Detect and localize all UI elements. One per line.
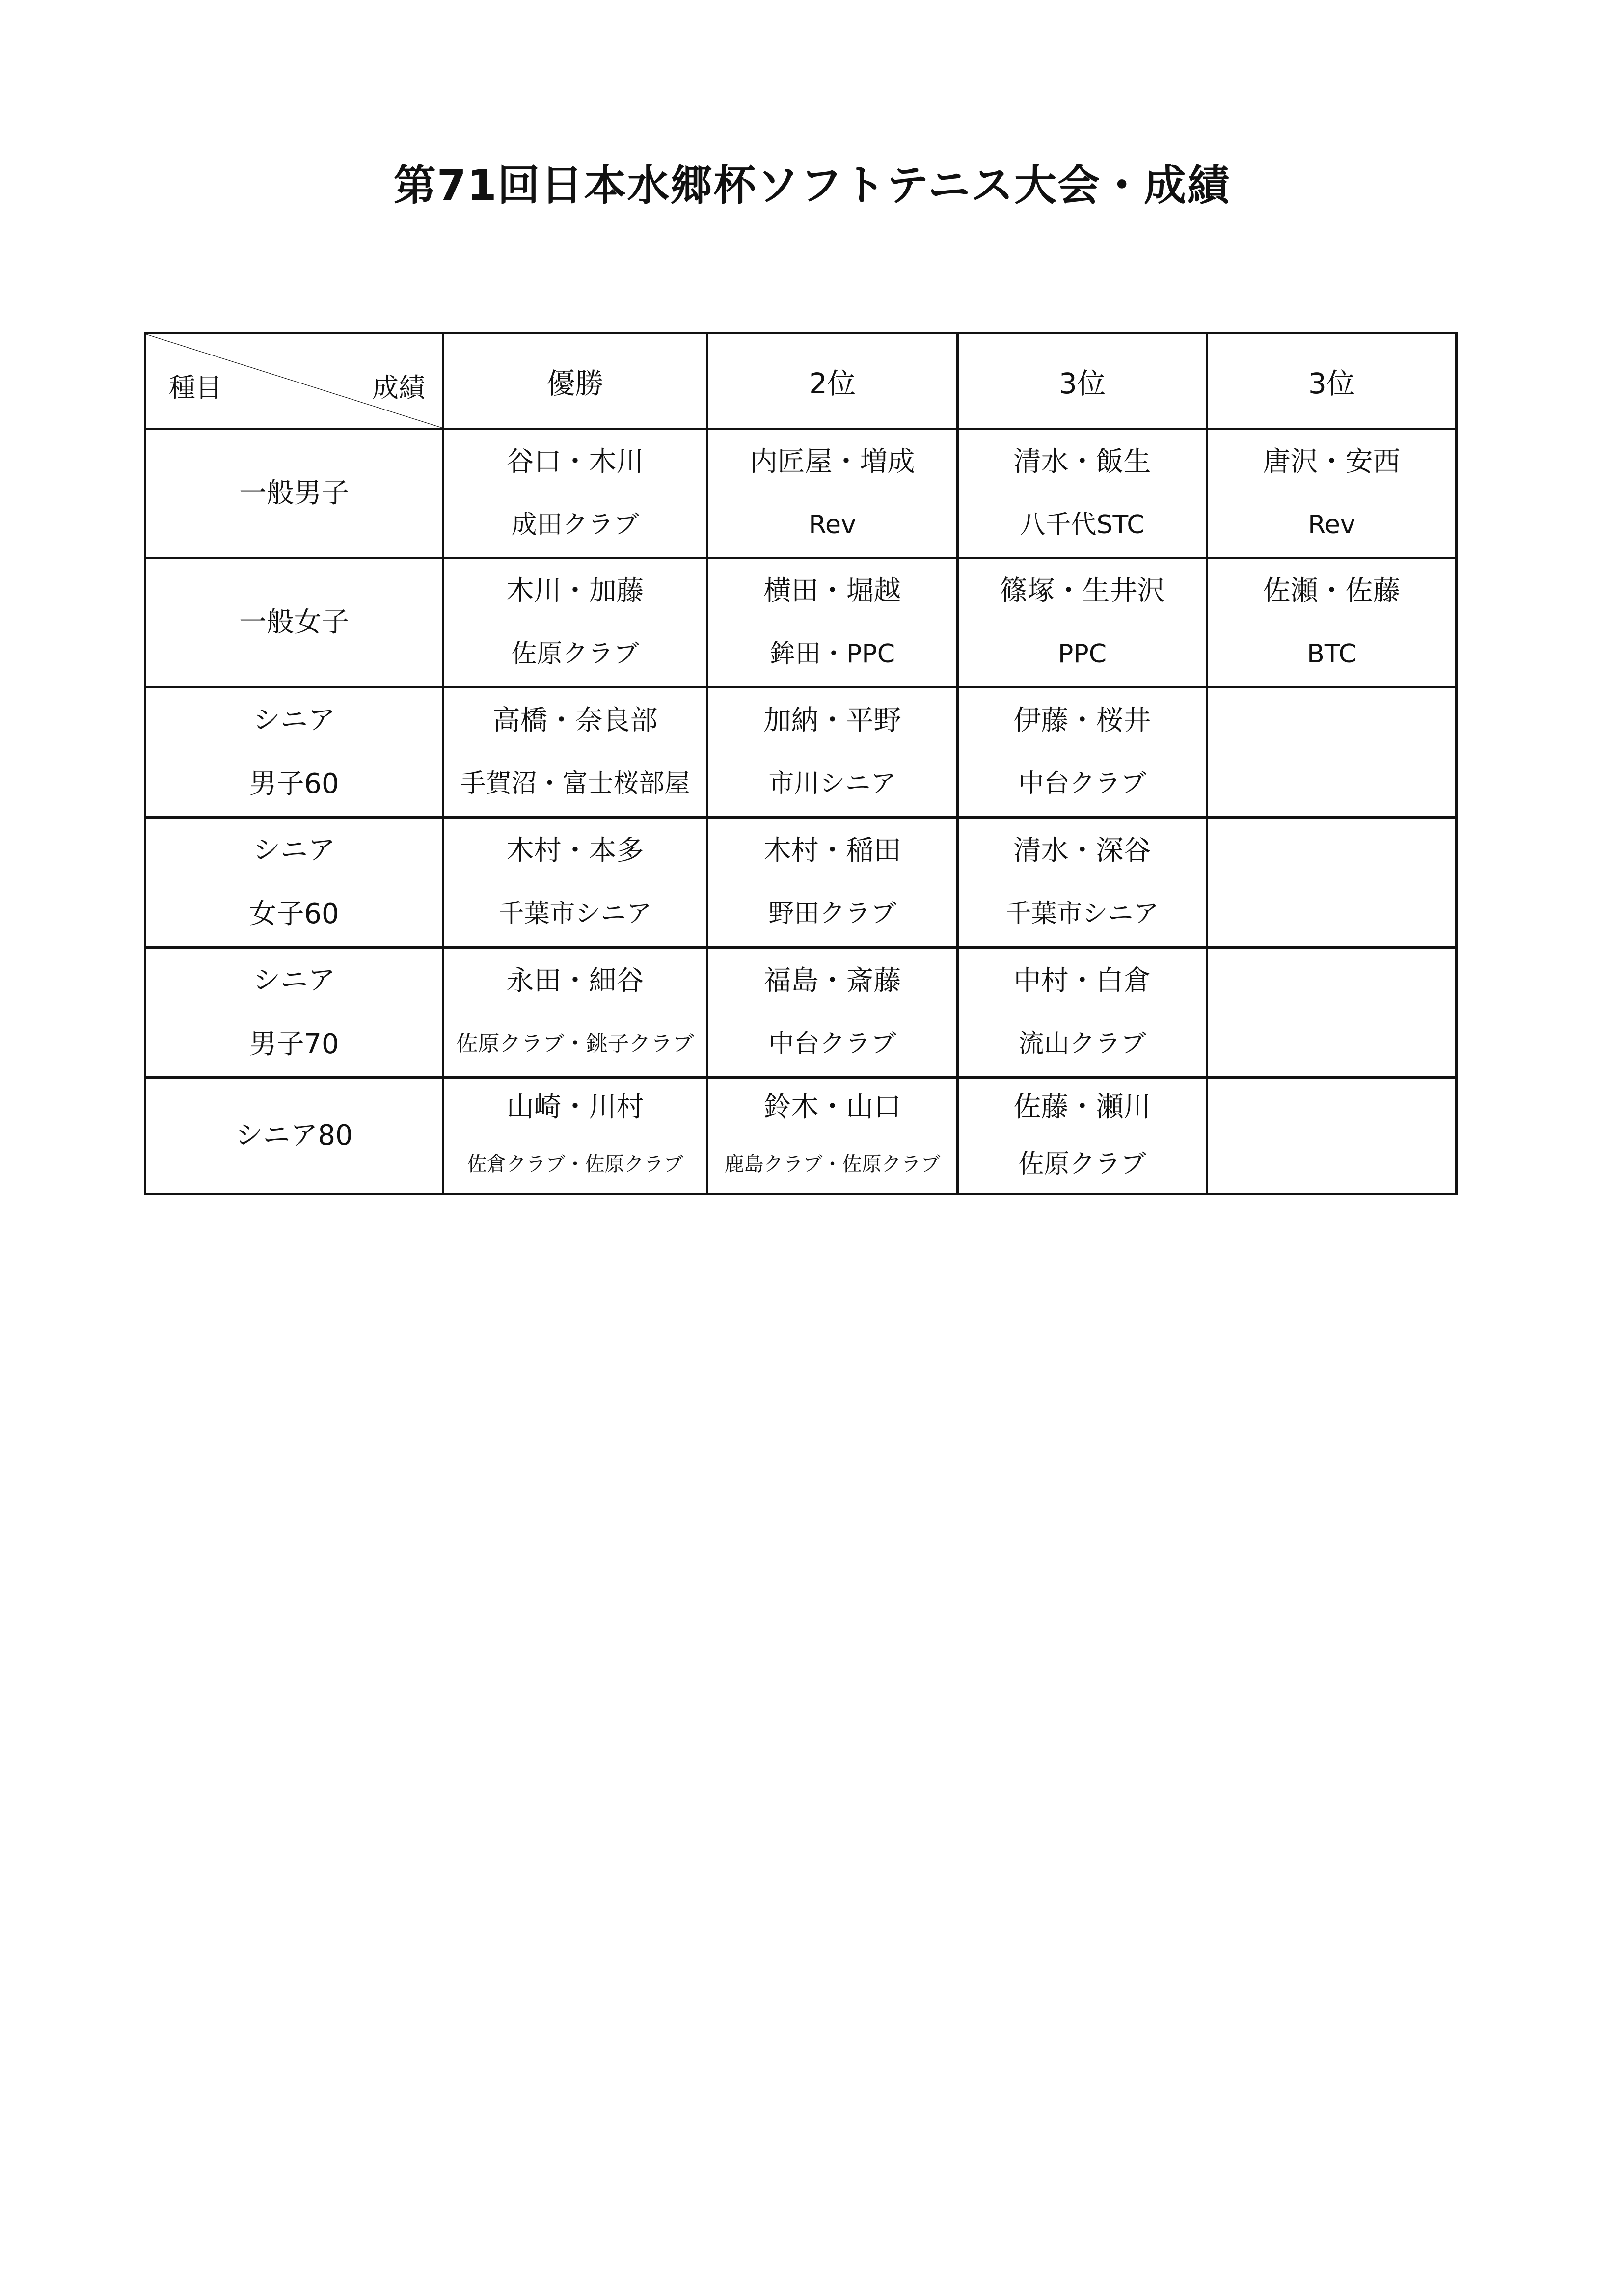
player-names: 木村・本多	[506, 835, 644, 867]
result-cell	[958, 818, 1207, 948]
club-name: 流山クラブ	[1018, 1029, 1146, 1059]
event-label: 一般女子	[239, 606, 349, 638]
player-names: 谷口・木川	[506, 446, 644, 478]
club-name: 鹿島クラブ・佐原クラブ	[724, 1153, 941, 1175]
result-cell	[958, 1078, 1207, 1194]
result-cell	[443, 687, 707, 818]
result-cell-empty	[1207, 948, 1457, 1078]
event-sublabel: 男子70	[249, 1028, 339, 1060]
player-names: 永田・細谷	[506, 965, 644, 997]
result-cell	[707, 687, 958, 818]
event-cell	[145, 558, 443, 687]
club-name: 佐原クラブ	[1018, 1149, 1146, 1179]
result-cell	[707, 1078, 958, 1194]
club-name: 八千代STC	[1020, 510, 1145, 540]
event-sublabel: 男子60	[249, 768, 339, 800]
table-row	[145, 1078, 1457, 1194]
club-name: 手賀沼・富士桜部屋	[460, 769, 690, 798]
club-name: 鉾田・PPC	[769, 639, 895, 669]
player-names: 唐沢・安西	[1263, 446, 1401, 478]
club-name: 野田クラブ	[768, 899, 896, 929]
player-names: 清水・深谷	[1013, 835, 1151, 867]
result-cell	[1207, 429, 1457, 558]
column-header-second: 2位	[707, 333, 958, 429]
club-name: 千葉市シニア	[498, 899, 652, 929]
result-cell	[707, 818, 958, 948]
event-cell	[145, 687, 443, 818]
result-cell	[707, 429, 958, 558]
event-label: シニア80	[235, 1120, 353, 1151]
club-name: Rev	[1308, 510, 1355, 540]
result-cell	[707, 948, 958, 1078]
result-cell	[443, 1078, 707, 1194]
club-name: BTC	[1307, 639, 1356, 669]
player-names: 加納・平野	[763, 705, 901, 737]
column-header-third-b: 3位	[1207, 333, 1457, 429]
event-cell	[145, 1078, 443, 1194]
result-cell	[443, 948, 707, 1078]
corner-result-label: 成績	[372, 372, 425, 403]
player-names: 鈴木・山口	[763, 1091, 901, 1123]
player-names: 篠塚・生井沢	[1000, 575, 1165, 607]
result-cell	[707, 558, 958, 687]
result-cell-empty	[1207, 687, 1457, 818]
result-cell-empty	[1207, 818, 1457, 948]
column-header-winner: 優勝	[443, 333, 707, 429]
event-label: 一般男子	[239, 477, 349, 509]
club-name: 成田クラブ	[511, 510, 639, 540]
corner-header-cell	[145, 333, 443, 429]
results-table	[144, 332, 1458, 1195]
player-names: 福島・斎藤	[763, 965, 901, 997]
event-cell	[145, 429, 443, 558]
result-cell	[958, 948, 1207, 1078]
player-names: 内匠屋・増成	[750, 446, 915, 478]
player-names: 佐瀬・佐藤	[1263, 575, 1401, 607]
result-cell	[443, 558, 707, 687]
corner-event-label: 種目	[169, 372, 222, 403]
column-header-third-a: 3位	[958, 333, 1207, 429]
player-names: 清水・飯生	[1013, 446, 1151, 478]
event-cell	[145, 818, 443, 948]
result-cell	[443, 429, 707, 558]
event-label: シニア	[253, 834, 335, 866]
result-cell	[958, 687, 1207, 818]
club-name: 市川シニア	[768, 769, 896, 798]
player-names: 佐藤・瀬川	[1013, 1091, 1151, 1123]
club-name: 中台クラブ	[1018, 769, 1146, 798]
player-names: 木川・加藤	[506, 575, 644, 607]
result-cell	[443, 818, 707, 948]
event-cell	[145, 948, 443, 1078]
player-names: 伊藤・桜井	[1013, 705, 1151, 737]
table-row	[145, 558, 1457, 687]
event-label: シニア	[253, 704, 335, 736]
result-cell	[958, 558, 1207, 687]
player-names: 中村・白倉	[1013, 965, 1151, 997]
club-name: 佐倉クラブ・佐原クラブ	[467, 1153, 683, 1175]
event-label: シニア	[253, 964, 335, 996]
table-row	[145, 429, 1457, 558]
result-cell	[1207, 558, 1457, 687]
club-name: 中台クラブ	[768, 1029, 896, 1059]
table-row	[145, 948, 1457, 1078]
club-name: Rev	[809, 510, 856, 540]
club-name: 千葉市シニア	[1005, 899, 1159, 929]
club-name: 佐原クラブ・銚子クラブ	[456, 1031, 694, 1056]
player-names: 木村・稲田	[763, 835, 901, 867]
result-cell	[958, 429, 1207, 558]
page-title: 第71回日本水郷杯ソフトテニス大会・成績	[393, 161, 1231, 210]
result-cell-empty	[1207, 1078, 1457, 1194]
player-names: 横田・堀越	[763, 575, 901, 607]
player-names: 山崎・川村	[506, 1091, 644, 1123]
event-sublabel: 女子60	[249, 898, 339, 930]
table-row	[145, 818, 1457, 948]
club-name: 佐原クラブ	[511, 639, 639, 669]
player-names: 高橋・奈良部	[492, 705, 658, 737]
club-name: PPC	[1057, 639, 1107, 669]
table-header-row	[145, 333, 1457, 429]
table-row	[145, 687, 1457, 818]
